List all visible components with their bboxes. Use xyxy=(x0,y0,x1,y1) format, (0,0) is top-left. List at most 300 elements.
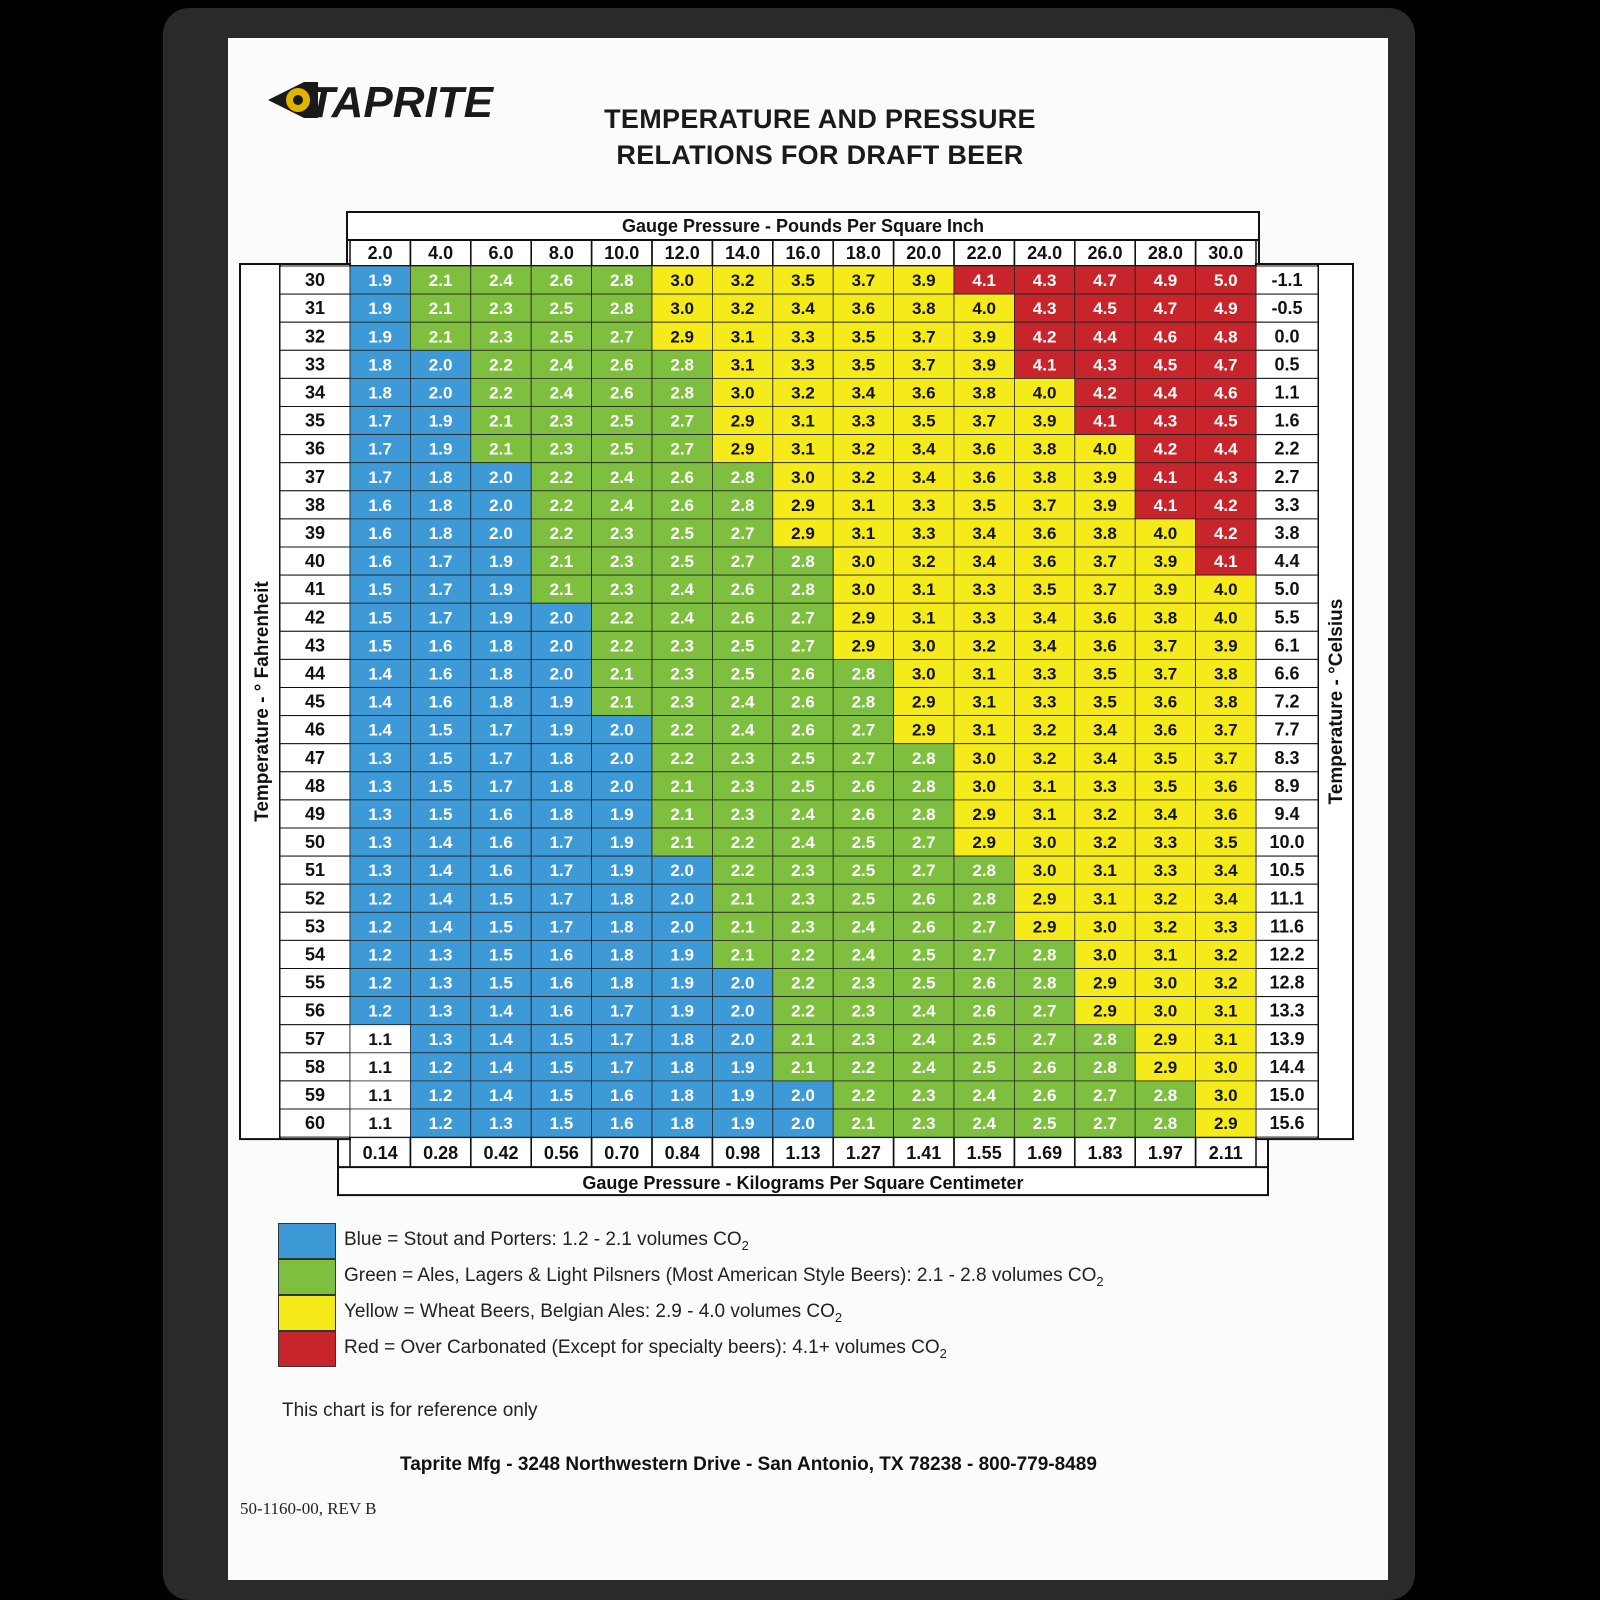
kg-tick-label: 0.42 xyxy=(483,1143,519,1164)
co2-volume-label: 1.2 xyxy=(368,973,393,993)
co2-volume-label: 1.8 xyxy=(428,467,453,487)
celsius-tick-label: 12.2 xyxy=(1269,944,1305,965)
co2-volume-label: 2.9 xyxy=(670,327,695,347)
co2-volume-label: 3.0 xyxy=(972,748,997,768)
co2-volume-label: 3.9 xyxy=(1093,495,1117,515)
chart-title-line-2: RELATIONS FOR DRAFT BEER xyxy=(616,140,1024,170)
co2-volume-label: 2.4 xyxy=(851,917,876,937)
co2-volume-label: 3.1 xyxy=(1213,1001,1238,1021)
co2-volume-label: 2.0 xyxy=(730,973,755,993)
co2-volume-label: 1.5 xyxy=(549,1114,574,1134)
co2-volume-label: 1.8 xyxy=(368,383,393,403)
co2-volume-label: 2.3 xyxy=(670,636,695,656)
co2-volume-label: 1.2 xyxy=(368,917,393,937)
co2-volume-label: 3.2 xyxy=(791,383,815,403)
co2-volume-label: 3.2 xyxy=(1032,748,1057,768)
co2-volume-label: 3.2 xyxy=(1213,973,1238,993)
co2-volume-label: 1.4 xyxy=(368,664,393,684)
co2-volume-label: 1.1 xyxy=(368,1057,393,1077)
co2-volume-label: 4.1 xyxy=(1153,495,1178,515)
co2-volume-label: 2.0 xyxy=(549,636,574,656)
co2-volume-label: 4.0 xyxy=(1213,580,1238,600)
co2-volume-label: 2.5 xyxy=(911,945,936,965)
co2-volume-label: 4.0 xyxy=(1213,608,1238,628)
co2-volume-label: 2.4 xyxy=(730,720,755,740)
kg-tick-label: 0.98 xyxy=(725,1143,761,1164)
co2-volume-label: 3.3 xyxy=(1153,833,1178,853)
co2-volume-label: 2.2 xyxy=(609,608,634,628)
kg-tick-label: 1.97 xyxy=(1147,1143,1183,1164)
co2-volume-label: 3.7 xyxy=(911,327,936,347)
co2-volume-label: 2.8 xyxy=(911,776,936,796)
co2-volume-label: 2.5 xyxy=(670,552,695,572)
fahrenheit-tick-label: 49 xyxy=(304,804,326,824)
fahrenheit-tick-label: 48 xyxy=(304,775,326,796)
company-address: Taprite Mfg - 3248 Northwestern Drive - San Antonio, TX 78238 - 800-779-8489 xyxy=(400,1454,1097,1475)
co2-volume-label: 2.3 xyxy=(670,664,695,684)
co2-volume-label: 2.0 xyxy=(609,748,634,768)
co2-volume-label: 3.1 xyxy=(1093,889,1117,909)
co2-volume-label: 3.8 xyxy=(1213,692,1238,712)
co2-volume-label: 2.3 xyxy=(730,748,755,768)
fahrenheit-tick-label: 33 xyxy=(304,354,326,375)
co2-volume-label: 2.2 xyxy=(851,1057,876,1077)
psi-tick-label: 26.0 xyxy=(1087,243,1123,263)
psi-tick-label: 22.0 xyxy=(966,243,1002,263)
co2-volume-label: 1.9 xyxy=(670,973,695,993)
co2-volume-label: 4.0 xyxy=(972,299,997,319)
celsius-tick-label: 8.9 xyxy=(1274,775,1300,796)
co2-volume-label: 2.1 xyxy=(609,664,634,684)
co2-volume-label: 2.2 xyxy=(549,524,574,543)
celsius-tick-label: 1.1 xyxy=(1274,382,1300,403)
fahrenheit-tick-label: 50 xyxy=(304,832,326,853)
co2-volume-label: 3.5 xyxy=(1032,580,1057,600)
co2-volume-label: 3.0 xyxy=(1213,1057,1238,1077)
co2-volume-label: 2.7 xyxy=(609,327,634,347)
co2-volume-label: 2.4 xyxy=(791,833,815,853)
co2-volume-label: 2.3 xyxy=(609,524,634,543)
co2-volume-label: 4.1 xyxy=(1153,467,1178,487)
top-axis-label: Gauge Pressure - Pounds Per Square Inch xyxy=(621,216,985,236)
co2-volume-label: 1.5 xyxy=(489,973,513,993)
co2-volume-label: 3.9 xyxy=(1093,467,1117,487)
co2-volume-label: 2.3 xyxy=(549,439,574,459)
co2-volume-label: 2.7 xyxy=(911,833,936,853)
kg-tick-label: 0.28 xyxy=(423,1143,459,1164)
co2-volume-label: 3.1 xyxy=(791,411,815,431)
co2-volume-label: 2.7 xyxy=(972,945,997,965)
co2-volume-label: 2.3 xyxy=(609,580,634,600)
co2-volume-label: 4.5 xyxy=(1153,355,1178,375)
co2-volume-label: 2.4 xyxy=(549,383,574,403)
co2-volume-label: 2.2 xyxy=(670,720,695,740)
co2-volume-label: 2.7 xyxy=(972,917,997,937)
co2-volume-label: 2.1 xyxy=(489,439,513,459)
co2-volume-label: 3.3 xyxy=(972,580,997,600)
co2-volume-label: 3.6 xyxy=(972,467,997,487)
co2-volume-label: 2.1 xyxy=(670,776,695,796)
co2-volume-label: 2.4 xyxy=(549,355,574,375)
co2-volume-label: 2.1 xyxy=(791,1029,815,1049)
celsius-tick-label: 5.5 xyxy=(1274,607,1300,628)
co2-volume-label: 3.7 xyxy=(911,355,936,375)
celsius-tick-label: 5.0 xyxy=(1274,579,1300,600)
co2-volume-label: 3.6 xyxy=(851,299,876,319)
co2-volume-label: 2.6 xyxy=(609,383,634,403)
fahrenheit-tick-label: 30 xyxy=(304,270,326,291)
co2-volume-label: 2.9 xyxy=(730,411,755,431)
co2-volume-label: 2.8 xyxy=(1032,945,1057,965)
co2-volume-label: 3.1 xyxy=(972,664,997,684)
co2-volume-label: 2.8 xyxy=(670,355,695,375)
legend-item xyxy=(278,1295,1378,1331)
co2-volume-label: 1.6 xyxy=(428,664,453,684)
co2-volume-label: 3.4 xyxy=(1213,889,1238,909)
co2-volume-label: 1.6 xyxy=(489,861,513,881)
psi-tick-label: 20.0 xyxy=(906,243,942,263)
co2-volume-label: 3.6 xyxy=(1153,692,1178,712)
co2-volume-label: 1.3 xyxy=(368,805,393,824)
co2-volume-label: 1.7 xyxy=(549,917,574,937)
co2-volume-label: 3.3 xyxy=(851,411,876,431)
legend-swatch xyxy=(278,1295,336,1331)
co2-volume-label: 2.5 xyxy=(972,1029,997,1049)
co2-volume-label: 1.4 xyxy=(489,1057,513,1077)
co2-volume-label: 1.7 xyxy=(549,889,574,909)
co2-volume-label: 3.3 xyxy=(1213,917,1238,937)
co2-volume-label: 2.3 xyxy=(911,1086,936,1105)
celsius-tick-label: 11.1 xyxy=(1269,888,1305,909)
co2-volume-label: 4.0 xyxy=(1093,439,1117,459)
co2-volume-label: 2.3 xyxy=(730,805,755,824)
fahrenheit-tick-label: 38 xyxy=(304,494,326,515)
co2-volume-label: 1.8 xyxy=(428,495,453,515)
co2-volume-label: 3.0 xyxy=(1093,917,1117,937)
co2-volume-label: 4.4 xyxy=(1213,439,1238,459)
co2-volume-label: 2.3 xyxy=(549,411,574,431)
co2-volume-label: 3.6 xyxy=(1093,608,1117,628)
fahrenheit-tick-label: 34 xyxy=(304,382,326,403)
co2-volume-label: 4.3 xyxy=(1213,467,1238,487)
co2-volume-label: 4.2 xyxy=(1213,524,1238,543)
co2-volume-label: 1.4 xyxy=(489,1001,513,1021)
co2-volume-label: 1.3 xyxy=(489,1114,513,1134)
psi-tick-label: 12.0 xyxy=(664,243,700,263)
co2-volume-label: 2.2 xyxy=(791,945,815,965)
co2-volume-label: 1.3 xyxy=(368,833,393,853)
co2-volume-label: 1.7 xyxy=(428,608,453,628)
logo-text: TAPRITE xyxy=(308,78,493,127)
co2-volume-label: 2.7 xyxy=(851,748,876,768)
psi-tick-label: 2.0 xyxy=(367,243,393,263)
co2-volume-label: 3.4 xyxy=(1032,608,1057,628)
co2-volume-label: 3.5 xyxy=(851,327,876,347)
co2-volume-label: 4.4 xyxy=(1093,327,1117,347)
co2-volume-label: 1.4 xyxy=(428,917,453,937)
co2-volume-label: 3.8 xyxy=(1032,439,1057,459)
co2-volume-label: 3.8 xyxy=(1093,524,1117,543)
co2-volume-label: 2.1 xyxy=(730,917,755,937)
co2-volume-label: 3.5 xyxy=(851,355,876,375)
co2-volume-label: 1.7 xyxy=(368,411,393,431)
co2-volume-label: 1.4 xyxy=(428,861,453,881)
fahrenheit-tick-label: 52 xyxy=(304,888,326,909)
legend-swatch xyxy=(278,1331,336,1367)
co2-volume-label: 2.7 xyxy=(670,439,695,459)
co2-volume-label: 2.5 xyxy=(851,889,876,909)
kg-tick-label: 1.69 xyxy=(1027,1143,1063,1164)
celsius-tick-label: 6.6 xyxy=(1274,663,1300,684)
co2-volume-label: 1.3 xyxy=(428,1001,453,1021)
co2-volume-label: 1.7 xyxy=(428,552,453,572)
co2-volume-label: 3.0 xyxy=(911,636,936,656)
co2-volume-label: 1.8 xyxy=(368,355,393,375)
co2-volume-label: 3.3 xyxy=(1153,861,1178,881)
co2-volume-label: 3.0 xyxy=(911,664,936,684)
co2-volume-label: 2.3 xyxy=(791,917,815,937)
co2-volume-label: 2.5 xyxy=(972,1057,997,1077)
co2-volume-label: 2.3 xyxy=(851,1001,876,1021)
co2-volume-label: 2.6 xyxy=(972,973,997,993)
celsius-tick-label: 1.6 xyxy=(1274,410,1300,431)
co2-volume-label: 2.0 xyxy=(670,861,695,881)
legend-label: Green = Ales, Lagers & Light Pilsners (Most American Style Beers): 2.1 - 2.8 volumes $CO_2$ xyxy=(344,1265,1104,1289)
co2-volume-label: 4.5 xyxy=(1213,411,1238,431)
co2-volume-label: 3.1 xyxy=(791,439,815,459)
psi-tick-label: 10.0 xyxy=(604,243,640,263)
co2-volume-label: 2.9 xyxy=(851,608,876,628)
co2-volume-label: 1.8 xyxy=(549,748,574,768)
co2-volume-label: 2.1 xyxy=(549,580,574,600)
co2-volume-label: 2.2 xyxy=(609,636,634,656)
co2-volume-label: 4.3 xyxy=(1093,355,1117,375)
co2-volume-label: 3.2 xyxy=(730,271,755,291)
co2-volume-label: 4.9 xyxy=(1153,271,1178,291)
co2-volume-label: 1.4 xyxy=(428,889,453,909)
co2-volume-label: 1.5 xyxy=(489,945,513,965)
co2-volume-label: 1.6 xyxy=(549,973,574,993)
legend-label: Red = Over Carbonated (Except for specialty beers): 4.1+ volumes $CO_2$ xyxy=(344,1337,947,1361)
co2-volume-label: 1.2 xyxy=(368,889,393,909)
co2-volume-label: 1.6 xyxy=(549,1001,574,1021)
co2-volume-label: 1.8 xyxy=(428,524,453,543)
co2-volume-label: 3.4 xyxy=(1093,748,1117,768)
kg-tick-label: 1.27 xyxy=(845,1143,881,1164)
chart-title-line-1: TEMPERATURE AND PRESSURE xyxy=(604,104,1036,134)
co2-volume-label: 3.8 xyxy=(1153,608,1178,628)
co2-volume-label: 2.1 xyxy=(851,1114,876,1134)
co2-volume-label: 1.5 xyxy=(489,889,513,909)
co2-volume-label: 2.3 xyxy=(730,776,755,796)
co2-volume-label: 3.1 xyxy=(911,608,936,628)
co2-volume-label: 3.7 xyxy=(972,411,997,431)
co2-volume-label: 1.6 xyxy=(609,1114,634,1134)
co2-volume-label: 1.8 xyxy=(489,664,513,684)
celsius-tick-label: 10.0 xyxy=(1269,832,1305,853)
co2-volume-label: 1.3 xyxy=(368,861,393,881)
right-axis-label: Temperature - °Celsius xyxy=(1326,598,1348,805)
co2-volume-label: 3.9 xyxy=(972,355,997,375)
fahrenheit-tick-label: 58 xyxy=(304,1056,326,1077)
co2-volume-label: 2.0 xyxy=(791,1114,815,1134)
co2-volume-label: 1.9 xyxy=(368,271,393,291)
co2-volume-label: 2.0 xyxy=(428,355,453,375)
co2-volume-label: 1.5 xyxy=(489,917,513,937)
co2-volume-label: 1.3 xyxy=(428,945,453,965)
co2-volume-label: 4.5 xyxy=(1093,299,1117,319)
reference-note: This chart is for reference only xyxy=(282,1400,538,1421)
co2-volume-label: 2.8 xyxy=(1093,1029,1117,1049)
co2-volume-label: 3.0 xyxy=(730,383,755,403)
co2-volume-label: 3.3 xyxy=(911,524,936,543)
co2-volume-label: 3.7 xyxy=(1153,664,1178,684)
co2-volume-label: 1.7 xyxy=(609,1029,634,1049)
co2-volume-label: 3.4 xyxy=(1032,636,1057,656)
co2-volume-label: 2.1 xyxy=(428,271,453,291)
co2-volume-label: 2.2 xyxy=(791,973,815,993)
kg-tick-label: 1.41 xyxy=(906,1143,942,1164)
co2-volume-label: 3.0 xyxy=(1032,861,1057,881)
co2-volume-label: 1.9 xyxy=(549,720,574,740)
co2-volume-label: 3.1 xyxy=(851,495,876,515)
co2-volume-label: 2.3 xyxy=(791,861,815,881)
co2-volume-label: 1.9 xyxy=(368,327,393,347)
psi-tick-label: 14.0 xyxy=(725,243,761,263)
fahrenheit-tick-label: 40 xyxy=(304,551,326,572)
celsius-tick-label: 6.1 xyxy=(1274,635,1300,656)
kg-tick-label: 0.56 xyxy=(543,1143,579,1164)
co2-volume-label: 1.2 xyxy=(428,1086,453,1105)
co2-volume-label: 4.6 xyxy=(1153,327,1178,347)
co2-volume-label: 1.7 xyxy=(489,776,513,796)
co2-volume-label: 2.0 xyxy=(489,524,513,543)
co2-volume-label: 1.5 xyxy=(368,636,393,656)
co2-volume-label: 3.4 xyxy=(972,524,997,543)
co2-volume-label: 1.4 xyxy=(489,1029,513,1049)
co2-volume-label: 1.7 xyxy=(428,580,453,600)
co2-volume-label: 2.1 xyxy=(428,327,453,347)
co2-volume-label: 2.0 xyxy=(670,889,695,909)
co2-volume-label: 2.0 xyxy=(730,1029,755,1049)
co2-volume-label: 1.8 xyxy=(489,692,513,712)
co2-volume-label: 2.4 xyxy=(851,945,876,965)
co2-volume-label: 2.6 xyxy=(1032,1086,1057,1105)
co2-volume-label: 3.4 xyxy=(1093,720,1117,740)
celsius-tick-label: 2.2 xyxy=(1274,438,1300,459)
color-legend xyxy=(278,1223,1378,1367)
co2-volume-label: 3.9 xyxy=(1213,636,1238,656)
co2-volume-label: 4.2 xyxy=(1213,495,1238,515)
celsius-tick-label: 12.8 xyxy=(1269,972,1305,993)
co2-volume-label: 3.7 xyxy=(851,271,876,291)
co2-volume-label: 1.8 xyxy=(609,945,634,965)
co2-volume-label: 3.0 xyxy=(972,776,997,796)
co2-volume-label: 3.4 xyxy=(791,299,815,319)
co2-volume-label: 2.5 xyxy=(1032,1114,1057,1134)
fahrenheit-tick-label: 59 xyxy=(304,1085,326,1105)
psi-tick-label: 30.0 xyxy=(1208,243,1244,263)
co2-volume-label: 3.1 xyxy=(1213,1029,1238,1049)
co2-volume-label: 1.1 xyxy=(368,1029,393,1049)
co2-volume-label: 1.6 xyxy=(549,945,574,965)
co2-volume-label: 2.4 xyxy=(670,580,695,600)
co2-volume-label: 1.1 xyxy=(368,1114,393,1134)
co2-volume-label: 4.2 xyxy=(1032,327,1057,347)
co2-volume-label: 1.6 xyxy=(368,524,393,543)
co2-volume-label: 1.9 xyxy=(489,552,513,572)
co2-volume-label: 2.9 xyxy=(911,720,936,740)
co2-volume-label: 1.3 xyxy=(368,776,393,796)
co2-volume-label: 3.9 xyxy=(972,327,997,347)
co2-volume-label: 2.8 xyxy=(1032,973,1057,993)
co2-volume-label: 2.2 xyxy=(549,467,574,487)
co2-volume-label: 2.2 xyxy=(730,833,755,853)
co2-volume-label: 1.6 xyxy=(489,833,513,853)
co2-volume-label: 4.7 xyxy=(1213,355,1238,375)
co2-volume-label: 4.3 xyxy=(1032,271,1057,291)
co2-volume-label: 2.8 xyxy=(730,495,755,515)
co2-volume-label: 3.0 xyxy=(1153,1001,1178,1021)
co2-volume-label: 5.0 xyxy=(1213,271,1238,291)
legend-label: Blue = Stout and Porters: 1.2 - 2.1 volumes $CO_2$ xyxy=(344,1229,749,1253)
co2-volume-label: 4.1 xyxy=(1213,552,1238,572)
co2-volume-label: 3.7 xyxy=(1093,580,1117,600)
fahrenheit-tick-label: 57 xyxy=(304,1028,326,1049)
co2-volume-label: 2.8 xyxy=(791,580,815,600)
bottom-axis-label: Gauge Pressure - Kilograms Per Square Centimeter xyxy=(582,1173,1024,1194)
co2-volume-label: 1.6 xyxy=(428,692,453,712)
co2-volume-label: 3.6 xyxy=(1153,720,1178,740)
co2-volume-label: 2.4 xyxy=(730,692,755,712)
co2-volume-label: 3.0 xyxy=(1032,833,1057,853)
co2-volume-label: 4.7 xyxy=(1153,299,1178,319)
co2-volume-label: 2.1 xyxy=(670,833,695,853)
co2-volume-label: 2.6 xyxy=(972,1001,997,1021)
co2-volume-label: 2.0 xyxy=(489,495,513,515)
celsius-tick-label: 9.4 xyxy=(1274,804,1300,824)
co2-volume-label: 3.5 xyxy=(1093,664,1117,684)
celsius-tick-label: -1.1 xyxy=(1271,270,1303,291)
co2-volume-label: 1.8 xyxy=(670,1086,695,1105)
co2-volume-label: 2.8 xyxy=(911,805,936,824)
celsius-tick-label: 10.5 xyxy=(1269,860,1305,881)
co2-volume-label: 2.0 xyxy=(549,664,574,684)
co2-volume-label: 2.0 xyxy=(791,1086,815,1105)
co2-volume-label: 2.3 xyxy=(489,299,513,319)
co2-volume-label: 1.9 xyxy=(730,1114,755,1134)
celsius-tick-label: 7.7 xyxy=(1274,719,1300,740)
co2-volume-label: 4.3 xyxy=(1032,299,1057,319)
co2-volume-label: 2.9 xyxy=(1153,1029,1178,1049)
co2-volume-label: 2.1 xyxy=(730,889,755,909)
psi-tick-label: 28.0 xyxy=(1147,243,1183,263)
fahrenheit-tick-label: 32 xyxy=(304,326,326,347)
co2-volume-label: 4.0 xyxy=(1032,383,1057,403)
co2-volume-label: 1.4 xyxy=(489,1086,513,1105)
co2-volume-label: 2.6 xyxy=(730,580,755,600)
co2-volume-label: 1.9 xyxy=(368,299,393,319)
kg-tick-label: 1.55 xyxy=(966,1143,1002,1164)
co2-volume-label: 2.6 xyxy=(1032,1057,1057,1077)
co2-volume-label: 2.8 xyxy=(1153,1114,1178,1134)
co2-volume-label: 2.8 xyxy=(1093,1057,1117,1077)
co2-volume-label: 2.5 xyxy=(609,411,634,431)
co2-volume-label: 1.6 xyxy=(368,495,393,515)
co2-volume-label: 2.6 xyxy=(791,692,815,712)
co2-volume-label: 3.0 xyxy=(851,580,876,600)
co2-volume-label: 3.6 xyxy=(1213,776,1238,796)
